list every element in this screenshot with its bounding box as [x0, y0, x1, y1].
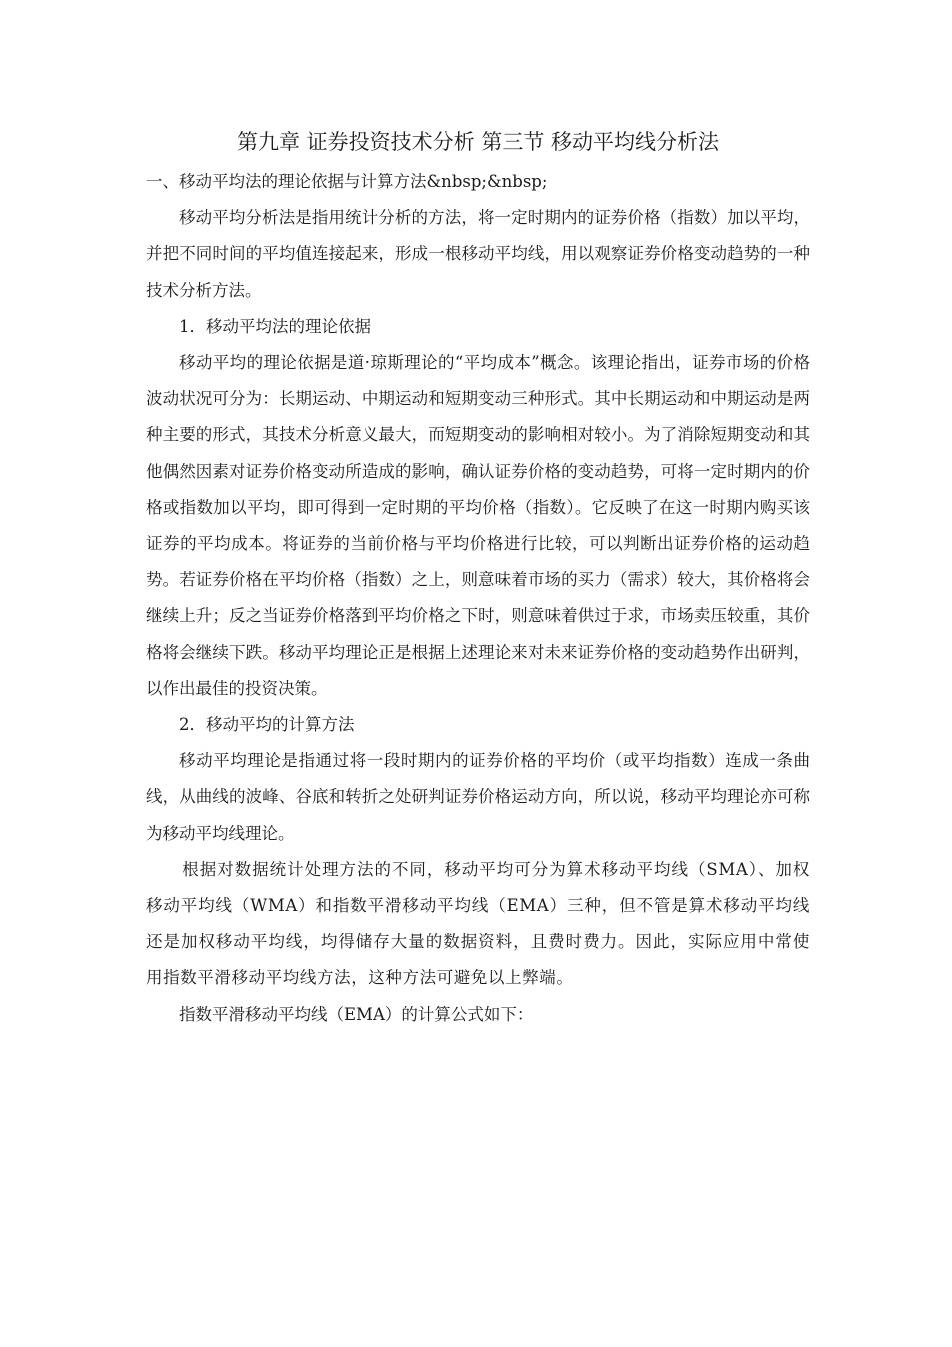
- subsection-1-paragraph: 移动平均的理论依据是道·琼斯理论的“平均成本”概念。该理论指出，证券市场的价格波动状况可分为：长期运动、中期运动和短期变动三种形式。其中长期运动和中期运动是两种主要的形式，其技术分析意义最大，而短期变动的影响相对较小。为了消除短期变动和其他偶然因素对证券价格变动所造成的影响，确认证券价格的变动趋势，可将一定时期内的价格或指数加以平均，即可得到一定时期的平均价格（指数）。它反映了在这一时期内购买该证券的平均成本。将证券的当前价格与平均价格进行比较，可以判断出证券价格的运动趋势。若证券价格在平均价格（指数）之上，则意味着市场的买力（需求）较大，其价格将会继续上升；反之当证券价格落到平均价格之下时，则意味着供过于求，市场卖压较重，其价格将会继续下跌。移动平均理论正是根据上述理论来对未来证券价格的变动趋势作出研判，以作出最佳的投资决策。: [146, 353, 810, 698]
- intro-paragraph: 移动平均分析法是指用统计分析的方法，将一定时期内的证券价格（指数）加以平均，并把不同时间的平均值连接起来，形成一根移动平均线，用以观察证券价格变动趋势的一种技术分析方法。: [146, 208, 810, 300]
- section-heading: 一、移动平均法的理论依据与计算方法&nbsp;&nbsp;: [146, 172, 548, 191]
- document-page: [146, 122, 810, 1033]
- page-title: 第九章 证券投资技术分析 第三节 移动平均线分析法: [236, 130, 720, 154]
- subsection-2-paragraph-1: 移动平均理论是指通过将一段时期内的证券价格的平均价（或平均指数）连成一条曲线，从曲线的波峰、谷底和转折之处研判证券价格运动方向，所以说，移动平均理论亦可称为移动平均线理论。: [146, 751, 810, 843]
- subsection-2-heading: 2．移动平均的计算方法: [179, 715, 355, 735]
- subsection-2-paragraph-3: 指数平滑移动平均线（EMA）的计算公式如下：: [179, 1004, 534, 1024]
- subsection-2-paragraph-2: 根据对数据统计处理方法的不同，移动平均可分为算术移动平均线（SMA）、加权移动平均线（WMA）和指数平滑移动平均线（EMA）三种，但不管是算术移动平均线还是加权移动平均线，均得储存大量的数据资料，且费时费力。因此，实际应用中常使用指数平滑移动平均线方法，这种方法可避免以上弊端。: [146, 859, 810, 988]
- subsection-1-heading: 1．移动平均法的理论依据: [179, 316, 371, 336]
